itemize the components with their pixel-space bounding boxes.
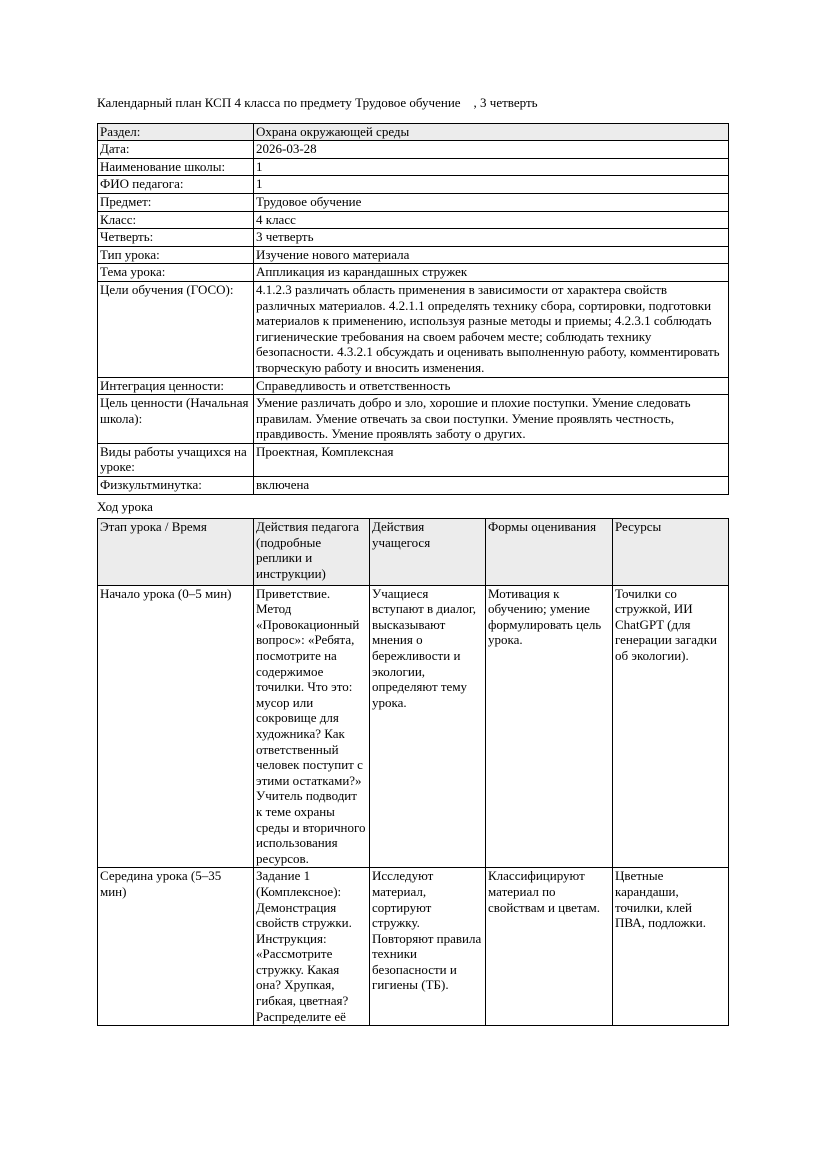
lesson-row-middle	[98, 868, 729, 1026]
column-header-student-actions: Действия учащегося	[370, 519, 486, 585]
info-label: Физкультминутка:	[98, 477, 254, 495]
info-value: 2026-03-28	[254, 141, 729, 159]
assessment-cell: Классифицируют материал по свойствам и цветам.	[486, 868, 613, 1026]
column-header-assessment: Формы оценивания	[486, 519, 613, 585]
info-label: Дата:	[98, 141, 254, 159]
info-value: 4 класс	[254, 211, 729, 229]
info-label: Раздел:	[98, 123, 254, 141]
info-row-goals	[98, 281, 729, 377]
info-row-teacher	[98, 176, 729, 194]
info-row-values-integration	[98, 377, 729, 395]
column-header-stage: Этап урока / Время	[98, 519, 254, 585]
info-row-class	[98, 211, 729, 229]
stage-cell: Начало урока (0–5 мин)	[98, 585, 254, 868]
info-row-razdel	[98, 123, 729, 141]
info-label: Четверть:	[98, 229, 254, 247]
info-row-lesson-topic	[98, 264, 729, 282]
info-value: 1	[254, 176, 729, 194]
column-header-teacher-actions: Действия педагога (подробные реплики и инструкции)	[254, 519, 370, 585]
stage-cell: Середина урока (5–35 мин)	[98, 868, 254, 1026]
lesson-row-start	[98, 585, 729, 868]
info-value: Справедливость и ответственность	[254, 377, 729, 395]
lesson-flow-table	[97, 518, 729, 1026]
student-actions-cell: Исследуют материал, сортируют стружку. Повторяют правила техники безопасности и гигиены (ТБ).	[370, 868, 486, 1026]
lesson-table-header-row	[98, 519, 729, 585]
info-label: Виды работы учащихся на уроке:	[98, 443, 254, 476]
info-value: Проектная, Комплексная	[254, 443, 729, 476]
info-label: Цель ценности (Начальная школа):	[98, 395, 254, 444]
info-value: 3 четверть	[254, 229, 729, 247]
info-value: Трудовое обучение	[254, 193, 729, 211]
info-row-work-types	[98, 443, 729, 476]
info-row-subject	[98, 193, 729, 211]
info-row-school	[98, 158, 729, 176]
info-label: ФИО педагога:	[98, 176, 254, 194]
info-value: 4.1.2.3 различать область применения в зависимости от характера свойств различных материалов. 4.2.1.1 определять технику сбора, сортировки, подготовки материалов к применению, используя разные методы и приемы; 4.2.3.1 соблюдать гигиенические требования на своем рабочем месте; соблюдать технику безопасности. 4.3.2.1 обсуждать и оценивать выполненную работу, комментировать творческую работу и вносить изменения.	[254, 281, 729, 377]
info-row-values-goal	[98, 395, 729, 444]
info-label: Предмет:	[98, 193, 254, 211]
info-label: Класс:	[98, 211, 254, 229]
assessment-cell: Мотивация к обучению; умение формулировать цель урока.	[486, 585, 613, 868]
document-title: Календарный план КСП 4 класса по предмету Трудовое обучение , 3 четверть	[97, 95, 538, 110]
info-row-data	[98, 141, 729, 159]
info-label: Интеграция ценности:	[98, 377, 254, 395]
section-heading: Ход урока	[97, 498, 153, 514]
info-label: Тип урока:	[98, 246, 254, 264]
resources-cell: Точилки со стружкой, ИИ ChatGPT (для генерации загадки об экологии).	[613, 585, 729, 868]
info-value: Аппликация из карандашных стружек	[254, 264, 729, 282]
info-value: включена	[254, 477, 729, 495]
student-actions-cell: Учащиеся вступают в диалог, высказывают мнения о бережливости и экологии, определяют тему урока.	[370, 585, 486, 868]
resources-cell: Цветные карандаши, точилки, клей ПВА, подложки.	[613, 868, 729, 1026]
info-value: Умение различать добро и зло, хорошие и плохие поступки. Умение следовать правилам. Умение отвечать за свои поступки. Умение проявлять честность, правдивость. Умение проявлять заботу о других.	[254, 395, 729, 444]
column-header-resources: Ресурсы	[613, 519, 729, 585]
info-value: Изучение нового материала	[254, 246, 729, 264]
info-row-pe-minute	[98, 477, 729, 495]
document-content	[97, 95, 728, 1026]
lesson-info-table	[97, 123, 729, 495]
info-label: Цели обучения (ГОСО):	[98, 281, 254, 377]
info-value: Охрана окружающей среды	[254, 123, 729, 141]
info-label: Тема урока:	[98, 264, 254, 282]
teacher-actions-cell: Приветствие. Метод «Провокационный вопрос»: «Ребята, посмотрите на содержимое точилки. Что это: мусор или сокровище для художника? Как ответственный человек поступит с этими остатками?» Учитель подводит к теме охраны среды и вторичного использования ресурсов.	[254, 585, 370, 868]
teacher-actions-cell: Задание 1 (Комплексное): Демонстрация свойств стружки. Инструкция: «Рассмотрите стружку. Какая она? Хрупкая, гибкая, цветная? Распределите её	[254, 868, 370, 1026]
info-row-lesson-type	[98, 246, 729, 264]
info-label: Наименование школы:	[98, 158, 254, 176]
info-value: 1	[254, 158, 729, 176]
info-row-quarter	[98, 229, 729, 247]
